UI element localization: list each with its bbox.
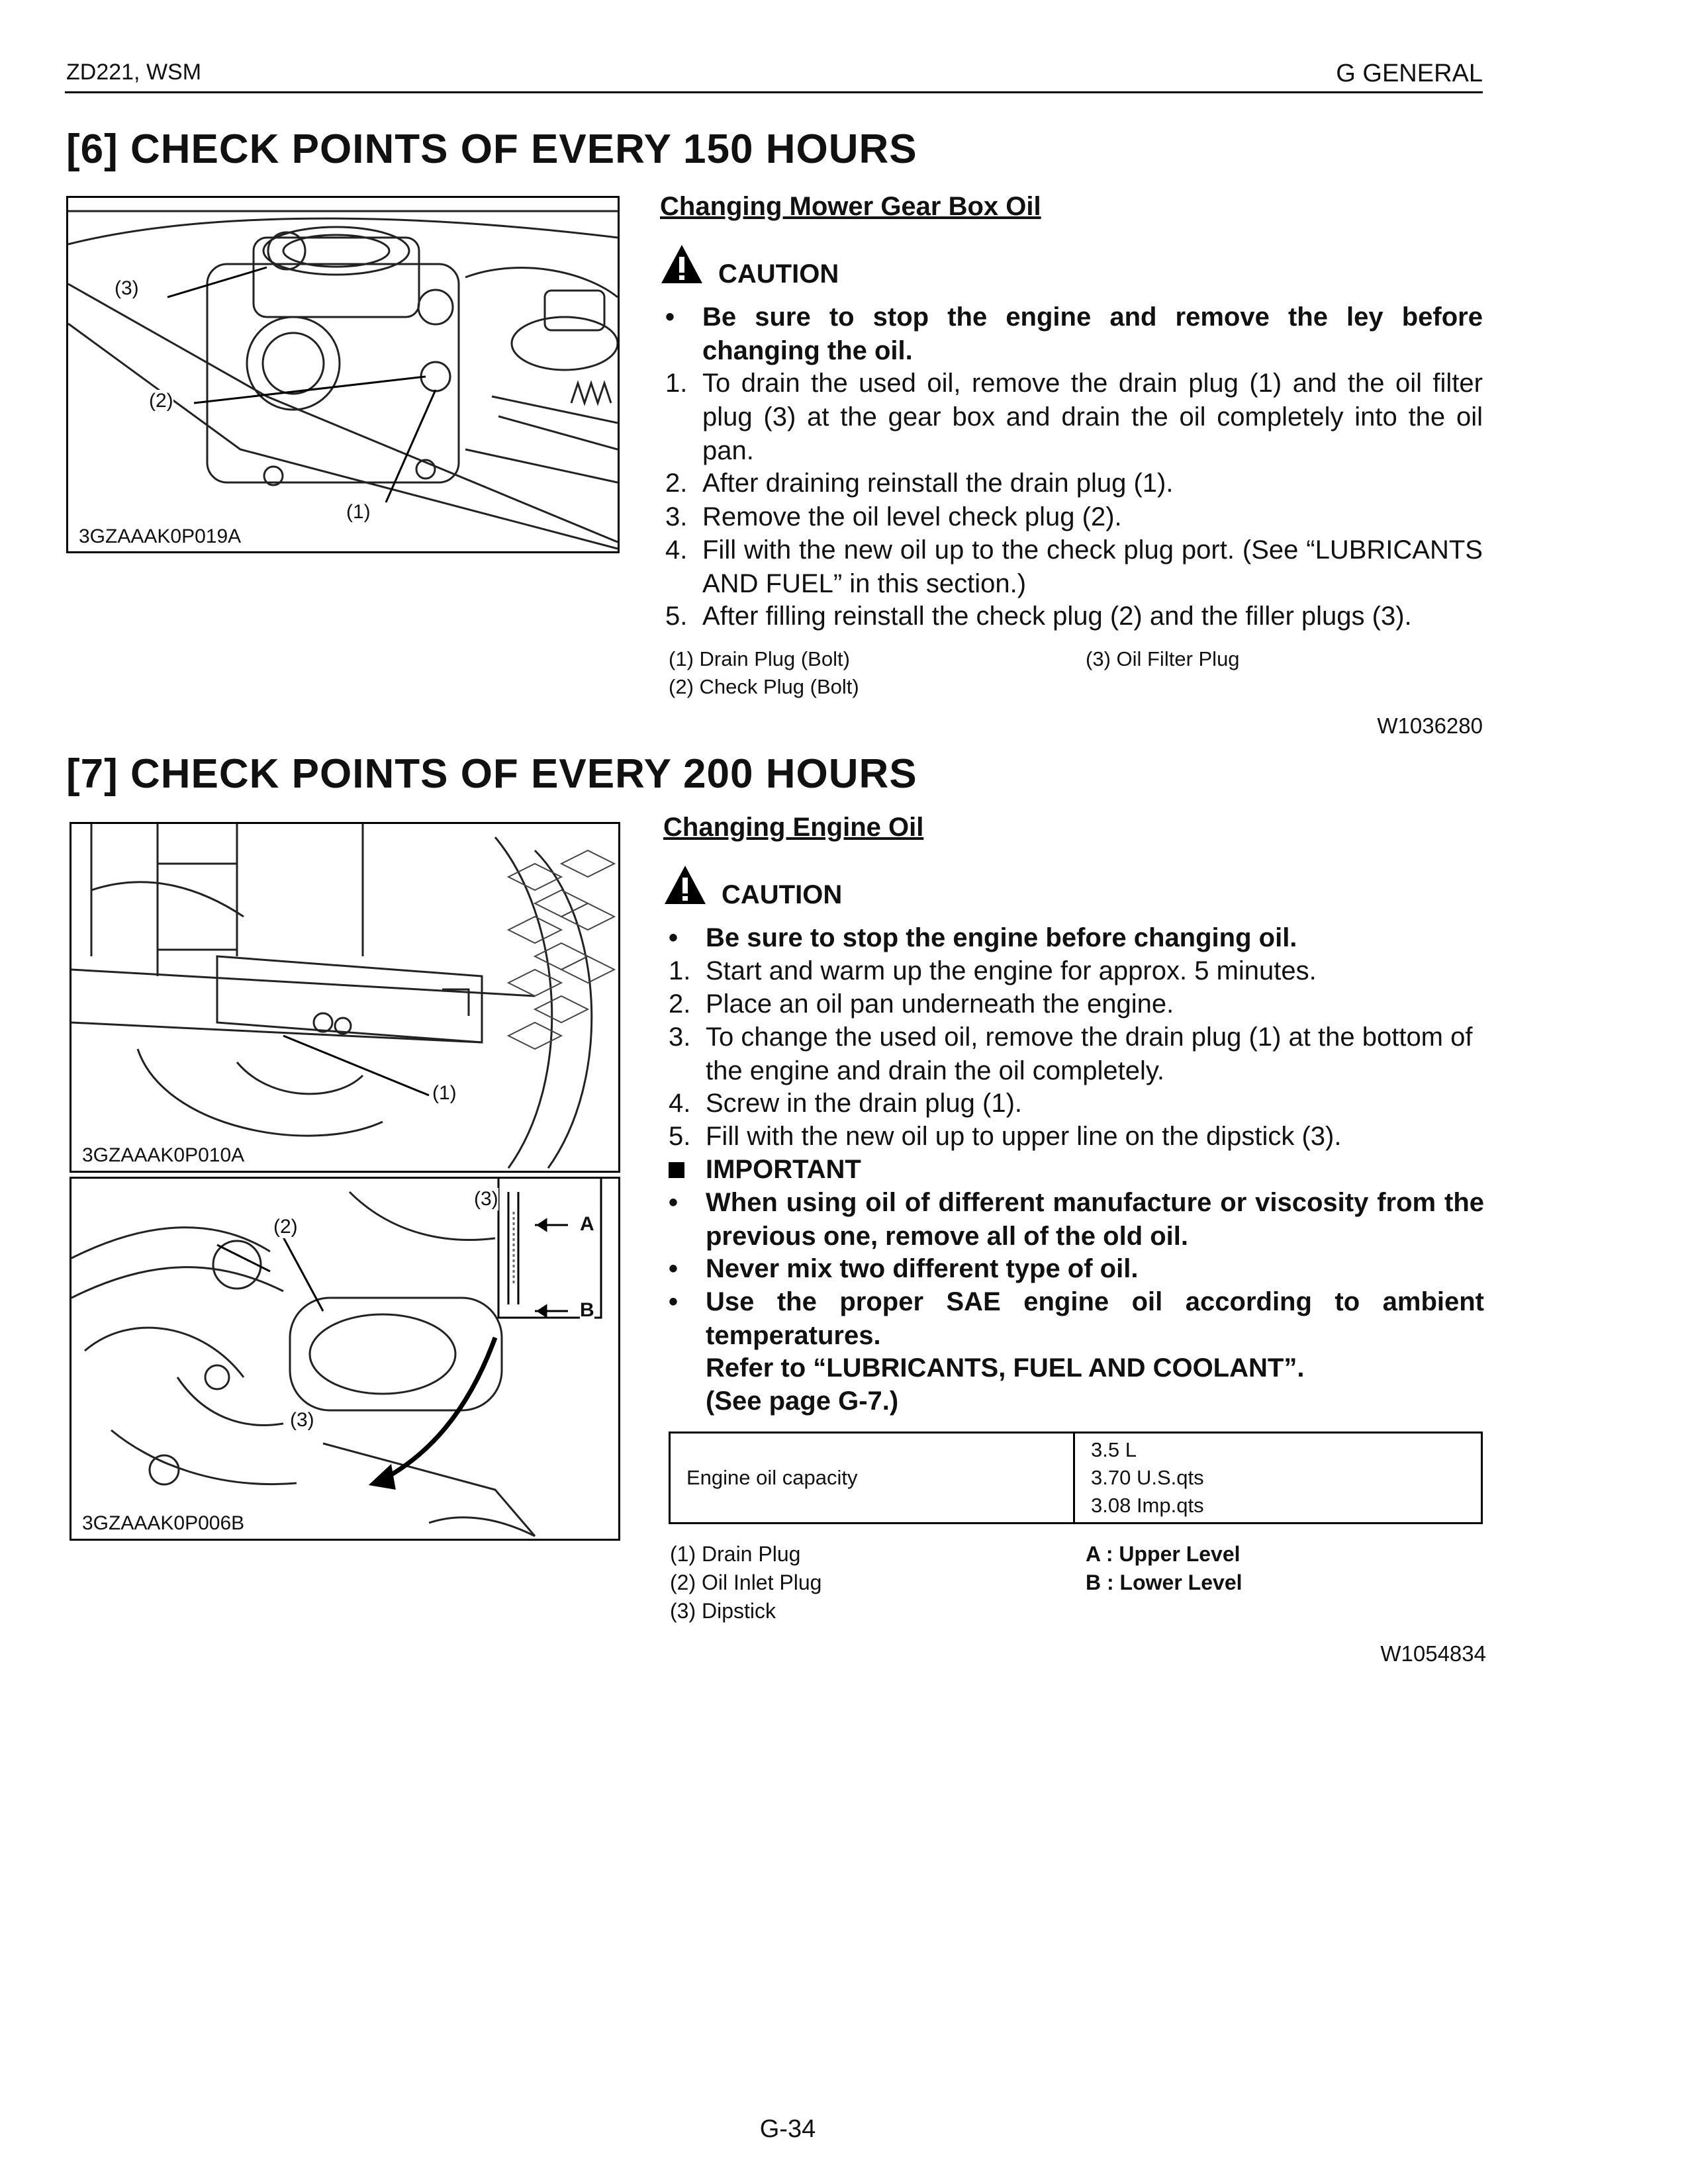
caution-label: CAUTION <box>718 259 839 289</box>
bullet-dot: • <box>669 1188 679 1217</box>
step-num: 4. <box>669 1089 691 1118</box>
step-num: 5. <box>669 1122 691 1151</box>
section7-important <box>669 1153 1484 1187</box>
bullet-dot: • <box>669 923 679 952</box>
step-text: After filling reinstall the check plug (2) and the filler plugs (3). <box>702 602 1412 631</box>
section6-legend-3: (3) Oil Filter Plug <box>1086 647 1240 670</box>
gearbox-figure <box>66 196 620 553</box>
engine-drain-illustration <box>71 824 620 1173</box>
section7-legend-b: B : Lower Level <box>1086 1570 1243 1594</box>
step-num: 1. <box>665 369 688 398</box>
step-text: To change the used oil, remove the drain plug (1) at the bottom of the engine and drain the oil completely. <box>706 1023 1473 1085</box>
section6-legend-2: (2) Check Plug (Bolt) <box>669 675 859 698</box>
section7-step-1 <box>669 954 1484 988</box>
dipstick-figure <box>70 1177 620 1541</box>
section7-code: W1054834 <box>1380 1641 1486 1666</box>
header-doc-id: ZD221, WSM <box>66 60 202 85</box>
section6-legend-1: (1) Drain Plug (Bolt) <box>669 647 850 670</box>
section7-refer-1: Refer to “LUBRICANTS, FUEL AND COOLANT”. <box>706 1353 1305 1383</box>
section6-step-1 <box>665 367 1483 468</box>
engine-drain-figure-code: 3GZAAAK0P010A <box>79 1144 247 1167</box>
section7-subtitle: Changing Engine Oil <box>663 813 924 842</box>
section7-caution-bullet <box>669 921 1484 955</box>
section7-step-2 <box>669 987 1484 1021</box>
step-text: Screw in the drain plug (1). <box>706 1089 1023 1118</box>
step-num: 3. <box>665 502 688 531</box>
gearbox-illustration <box>68 198 620 553</box>
step-num: 4. <box>665 535 688 565</box>
section7-title: [7] CHECK POINTS OF EVERY 200 HOURS <box>66 751 917 797</box>
section6-title: [6] CHECK POINTS OF EVERY 150 HOURS <box>66 126 917 172</box>
section7-legend-3: (3) Dipstick <box>670 1599 776 1623</box>
section7-legend-2: (2) Oil Inlet Plug <box>670 1570 822 1594</box>
step-text: Start and warm up the engine for approx. 5 minutes. <box>706 956 1317 985</box>
engine-drain-figure <box>70 822 620 1173</box>
section7-legend-a: A : Upper Level <box>1086 1542 1241 1566</box>
section7-important-bullet-1 <box>669 1186 1484 1253</box>
step-text: To drain the used oil, remove the drain plug (1) and the oil filter plug (3) at the gear box and drain the oil completely into the oil pan. <box>702 369 1483 465</box>
bullet-dot: • <box>665 302 675 332</box>
important-square-icon <box>669 1162 684 1178</box>
step-text: Fill with the new oil up to the check plug port. (See “LUBRICANTS AND FUEL” in this section.) <box>702 535 1483 598</box>
capacity-label: Engine oil capacity <box>670 1433 1074 1524</box>
capacity-value-imp-qts: 3.08 Imp.qts <box>1091 1494 1204 1517</box>
bullet-text: Use the proper SAE engine oil according to ambient temperatures. <box>706 1287 1484 1350</box>
header-section <box>1311 60 1483 88</box>
section6-caution-bullet <box>665 300 1483 368</box>
step-num: 2. <box>665 469 688 498</box>
section6-subtitle: Changing Mower Gear Box Oil <box>660 192 1041 221</box>
step-num: 5. <box>665 602 688 631</box>
section6-step-3 <box>665 500 1483 534</box>
step-text: Fill with the new oil up to upper line on the dipstick (3). <box>706 1122 1342 1151</box>
section7-important-bullet-3 <box>669 1285 1484 1353</box>
dipstick-callout-2: (2) <box>273 1216 298 1238</box>
bullet-text: When using oil of different manufacture or viscosity from the previous one, remove all of the old oil. <box>706 1188 1484 1251</box>
caution-label: CAUTION <box>722 880 843 909</box>
capacity-value-liters: 3.5 L <box>1091 1438 1137 1461</box>
header-section-text: G GENERAL <box>1336 60 1483 87</box>
dipstick-illustration <box>71 1179 620 1541</box>
step-num: 3. <box>669 1023 691 1052</box>
section6-step-2 <box>665 467 1483 500</box>
header-rule <box>65 91 1483 93</box>
dipstick-figure-code: 3GZAAAK0P006B <box>79 1512 247 1535</box>
section7-important-bullet-2 <box>669 1252 1484 1286</box>
step-text: Remove the oil level check plug (2). <box>702 502 1122 531</box>
section7-step-3 <box>669 1021 1484 1088</box>
bullet-dot: • <box>669 1287 679 1316</box>
bullet-text: Be sure to stop the engine before changing oil. <box>706 923 1297 952</box>
caution-icon <box>660 244 704 285</box>
section7-step-5 <box>669 1120 1484 1154</box>
section6-step-5 <box>665 600 1483 633</box>
gearbox-callout-3: (3) <box>115 277 139 299</box>
section7-step-4 <box>669 1087 1484 1120</box>
capacity-value-us-qts: 3.70 U.S.qts <box>1091 1466 1204 1489</box>
engine-oil-capacity-table <box>669 1432 1483 1524</box>
gearbox-figure-code: 3GZAAAK0P019A <box>76 525 244 548</box>
gearbox-callout-1: (1) <box>346 501 371 523</box>
dipstick-callout-b: B <box>580 1299 594 1321</box>
step-num: 1. <box>669 956 691 985</box>
section6-step-4 <box>665 533 1483 601</box>
page-number: G-34 <box>759 2115 816 2143</box>
section7-refer-2: (See page G-7.) <box>706 1387 899 1416</box>
capacity-values <box>1074 1433 1482 1524</box>
engine-drain-callout-1: (1) <box>432 1082 457 1104</box>
bullet-text: Be sure to stop the engine and remove the ley before changing the oil. <box>702 302 1483 365</box>
dipstick-callout-3b: (3) <box>290 1409 314 1431</box>
important-label: IMPORTANT <box>706 1155 861 1184</box>
step-num: 2. <box>669 989 691 1019</box>
caution-icon <box>663 864 707 905</box>
bullet-text: Never mix two different type of oil. <box>706 1254 1139 1283</box>
gearbox-callout-2: (2) <box>149 390 173 412</box>
dipstick-callout-a: A <box>580 1213 594 1235</box>
step-text: After draining reinstall the drain plug (1). <box>702 469 1174 498</box>
dipstick-callout-3: (3) <box>474 1188 498 1210</box>
step-text: Place an oil pan underneath the engine. <box>706 989 1174 1019</box>
bullet-dot: • <box>669 1254 679 1283</box>
section7-legend-1: (1) Drain Plug <box>670 1542 801 1566</box>
section6-code: W1036280 <box>1377 713 1483 738</box>
